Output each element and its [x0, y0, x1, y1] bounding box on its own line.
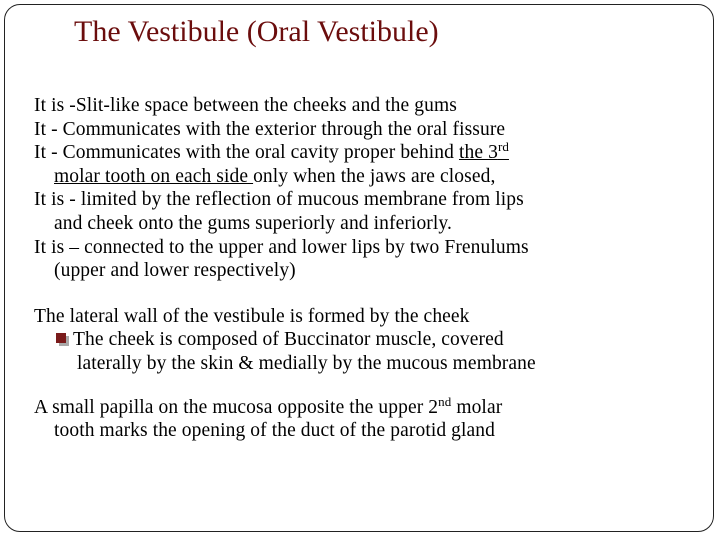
- paragraph-lateral-wall: The lateral wall of the vestibule is formed by the cheek: [34, 305, 470, 327]
- text-segment: The cheek is composed of Buccinator muscle, covered: [73, 329, 504, 351]
- bullet-cheek: [34, 328, 704, 375]
- paragraph-slit-space: It is -Slit-like space between the cheeks and the gums: [34, 95, 457, 116]
- slide-title: The Vestibule (Oral Vestibule): [74, 15, 439, 48]
- superscript: nd: [438, 393, 452, 409]
- superscript: rd: [497, 139, 509, 155]
- square-bullet-icon: [56, 333, 69, 346]
- text-segment: molar: [451, 396, 503, 418]
- text-segment: the 3: [458, 142, 498, 164]
- paragraph-exterior: It - Communicates with the exterior through the oral fissure: [34, 118, 506, 140]
- underlined-text: [458, 139, 509, 164]
- text-segment: only when the jaws are closed,: [253, 165, 496, 187]
- paragraph-limited: [34, 188, 704, 235]
- text-line: and cheek onto the gums superiorly and inferiorly.: [54, 212, 452, 234]
- text-line: (upper and lower respectively): [54, 260, 296, 282]
- paragraph-papilla: [34, 393, 704, 443]
- paragraph-oral-cavity: [34, 141, 704, 188]
- text-segment: It - Communicates with the oral cavity proper behind: [34, 142, 459, 164]
- text-line: laterally by the skin & medially by the mucous membrane: [77, 352, 536, 374]
- slide-body: [34, 94, 704, 443]
- text-segment: A small papilla on the mucosa opposite the upper 2: [34, 396, 439, 418]
- text-line: It is - limited by the reflection of mucous membrane from lips: [34, 189, 524, 211]
- underlined-text: molar tooth on each side: [54, 165, 254, 187]
- text-line: It is – connected to the upper and lower lips by two Frenulums: [34, 236, 529, 258]
- paragraph-frenulums: [34, 236, 704, 283]
- text-line: tooth marks the opening of the duct of the parotid gland: [54, 420, 495, 442]
